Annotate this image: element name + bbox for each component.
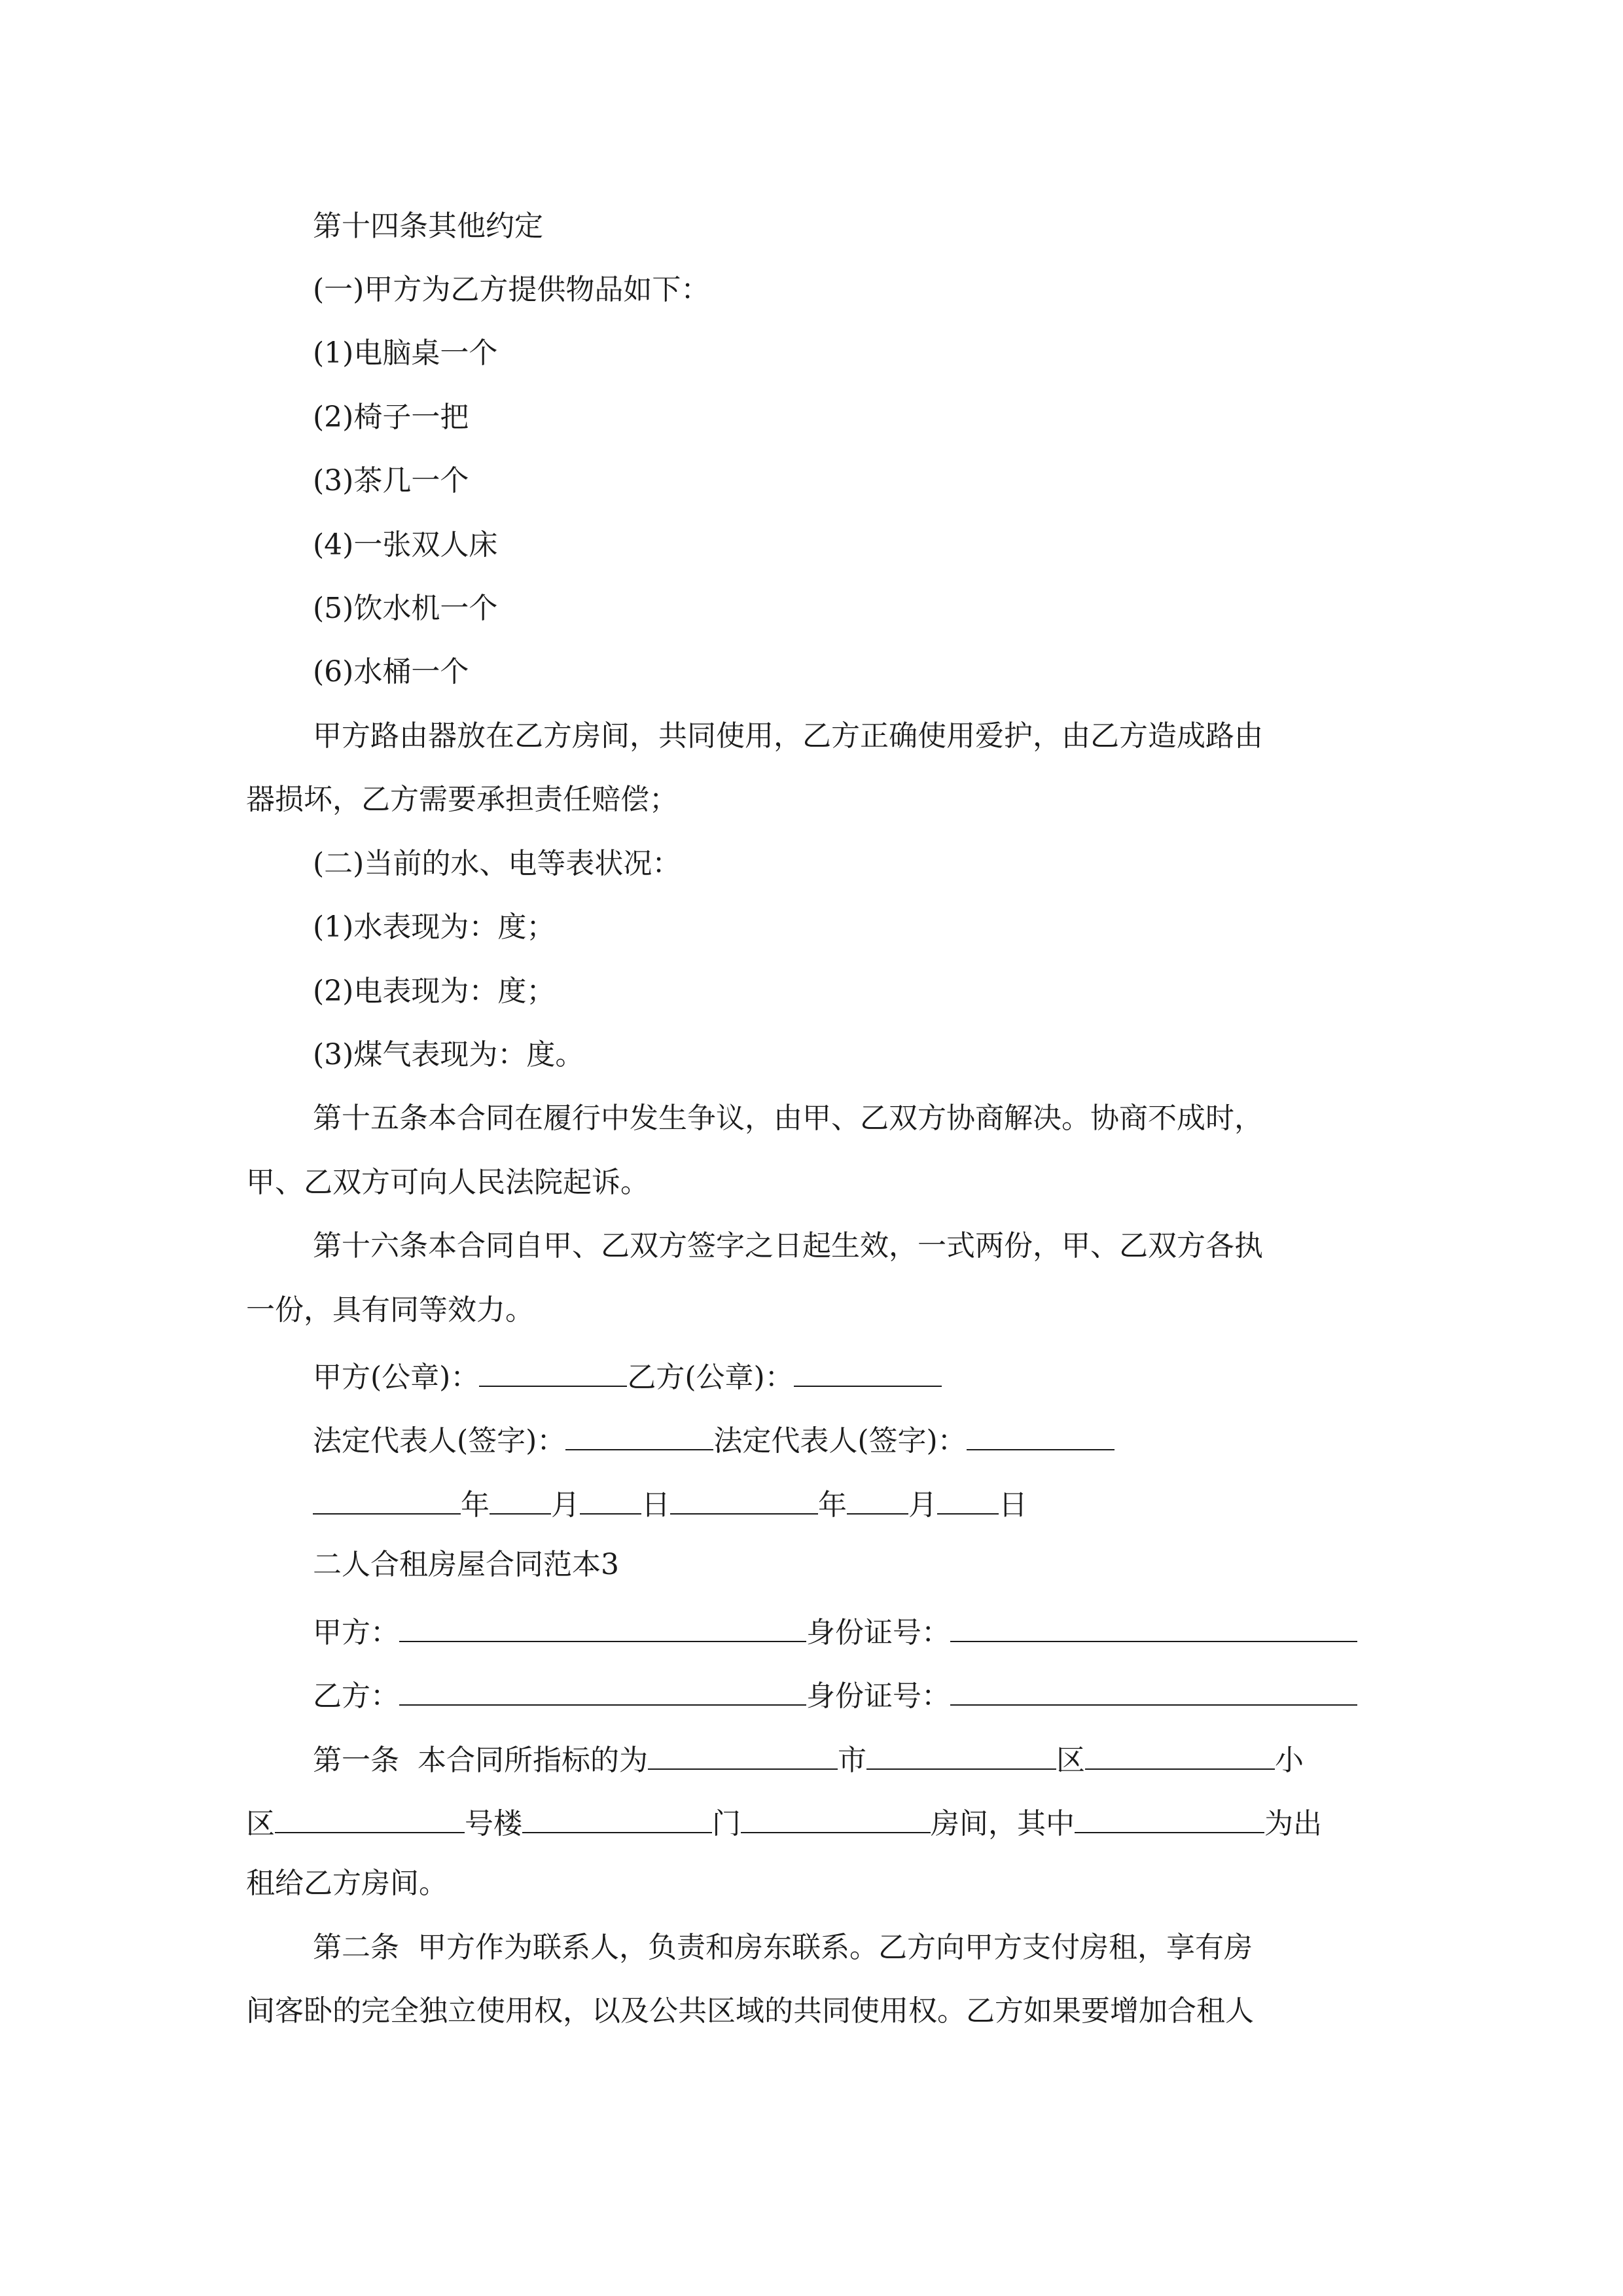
item-5: (5)饮水机一个 <box>313 592 498 625</box>
month-b-blank[interactable] <box>847 1483 908 1515</box>
room-blank[interactable] <box>741 1802 931 1833</box>
router-line-1: 甲方路由器放在乙方房间，共同使用，乙方正确使用爱护，由乙方造成路由 <box>313 719 1263 753</box>
item-4: (4)一张双人床 <box>313 528 498 562</box>
article-16-line-2: 一份，具有同等效力。 <box>246 1293 534 1327</box>
year-b-label: 年 <box>818 1488 847 1522</box>
community-blank[interactable] <box>1085 1738 1275 1770</box>
date-line <box>313 1483 1027 1524</box>
community-label-2: 区 <box>246 1807 275 1840</box>
party-b-label: 乙方： <box>313 1679 399 1713</box>
item-2: (2)椅子一把 <box>313 401 469 434</box>
article-1-line-1 <box>313 1738 1304 1779</box>
article-2-line-1: 第二条 甲方作为联系人，负责和房东联系。乙方向甲方支付房租，享有房 <box>313 1931 1253 1964</box>
meters-heading: (二)当前的水、电等表状况： <box>313 847 681 880</box>
day-a-label: 日 <box>641 1488 670 1522</box>
year-b-blank[interactable] <box>670 1483 818 1515</box>
party-b-seal-blank[interactable] <box>794 1355 942 1387</box>
day-b-blank[interactable] <box>937 1483 999 1515</box>
article-15-line-2: 甲、乙双方可向人民法院起诉。 <box>246 1166 649 1199</box>
building-label: 号楼 <box>465 1807 522 1840</box>
day-a-blank[interactable] <box>580 1483 641 1515</box>
rented-room-blank[interactable] <box>1075 1802 1264 1833</box>
party-b-id-blank[interactable] <box>950 1674 1357 1706</box>
day-b-label: 日 <box>999 1488 1027 1522</box>
item-3: (3)茶几一个 <box>313 464 469 497</box>
article-1-line-2 <box>246 1802 1322 1842</box>
item-1: (1)电脑桌一个 <box>313 336 498 370</box>
meter-electric: (2)电表现为：度； <box>313 975 556 1008</box>
rent-for-label: 为出 <box>1264 1807 1322 1840</box>
rep-a-blank[interactable] <box>565 1419 713 1450</box>
door-blank[interactable] <box>522 1802 712 1833</box>
rep-b-blank[interactable] <box>967 1419 1115 1450</box>
rep-b-label: 法定代表人(签字)： <box>713 1424 967 1458</box>
year-a-label: 年 <box>461 1488 490 1522</box>
article-2-line-2: 间客卧的完全独立使用权，以及公共区域的共同使用权。乙方如果要增加合租人 <box>246 1994 1254 2028</box>
article-1-line-3: 租给乙方房间。 <box>246 1867 448 1900</box>
party-a-id-label: 身份证号： <box>806 1616 950 1649</box>
meter-water: (1)水表现为：度； <box>313 910 556 944</box>
building-blank[interactable] <box>275 1802 465 1833</box>
party-b-id-label: 身份证号： <box>806 1679 950 1713</box>
month-a-label: 月 <box>551 1488 580 1522</box>
party-a-name-blank[interactable] <box>399 1611 806 1642</box>
article-16-line-1: 第十六条本合同自甲、乙双方签字之日起生效，一式两份，甲、乙双方各执 <box>313 1229 1263 1263</box>
router-line-2: 器损坏，乙方需要承担责任赔偿； <box>246 783 678 816</box>
year-a-blank[interactable] <box>313 1483 461 1515</box>
article-15-line-1: 第十五条本合同在履行中发生争议，由甲、乙双方协商解决。协商不成时， <box>313 1102 1263 1135</box>
party-b-name-blank[interactable] <box>399 1674 806 1706</box>
party-a-label: 甲方： <box>313 1616 399 1649</box>
month-a-blank[interactable] <box>490 1483 551 1515</box>
party-b-line <box>313 1674 1357 1715</box>
item-6: (6)水桶一个 <box>313 655 469 689</box>
district-blank[interactable] <box>866 1738 1056 1770</box>
seal-line <box>313 1355 942 1396</box>
contract-3-title: 二人合租房屋合同范本3 <box>313 1548 619 1581</box>
meter-gas: (3)煤气表现为：度。 <box>313 1038 584 1071</box>
room-label: 房间，其中 <box>931 1807 1075 1840</box>
community-label-1: 小 <box>1274 1744 1304 1777</box>
door-label: 门 <box>712 1807 741 1840</box>
items-heading: (一)甲方为乙方提供物品如下： <box>313 273 710 306</box>
party-b-seal-label: 乙方(公章)： <box>627 1361 794 1394</box>
party-a-seal-label: 甲方(公章)： <box>313 1361 480 1394</box>
party-a-line <box>313 1611 1357 1651</box>
city-blank[interactable] <box>648 1738 838 1770</box>
district-label: 区 <box>1056 1744 1085 1777</box>
article-14-title: 第十四条其他约定 <box>313 209 543 243</box>
city-label: 市 <box>837 1744 866 1777</box>
month-b-label: 月 <box>908 1488 937 1522</box>
rep-a-label: 法定代表人(签字)： <box>313 1424 566 1458</box>
party-a-seal-blank[interactable] <box>479 1355 627 1387</box>
party-a-id-blank[interactable] <box>950 1611 1357 1642</box>
representative-line <box>313 1419 1115 1460</box>
article-1-label: 第一条 本合同所指标的为 <box>313 1744 648 1777</box>
